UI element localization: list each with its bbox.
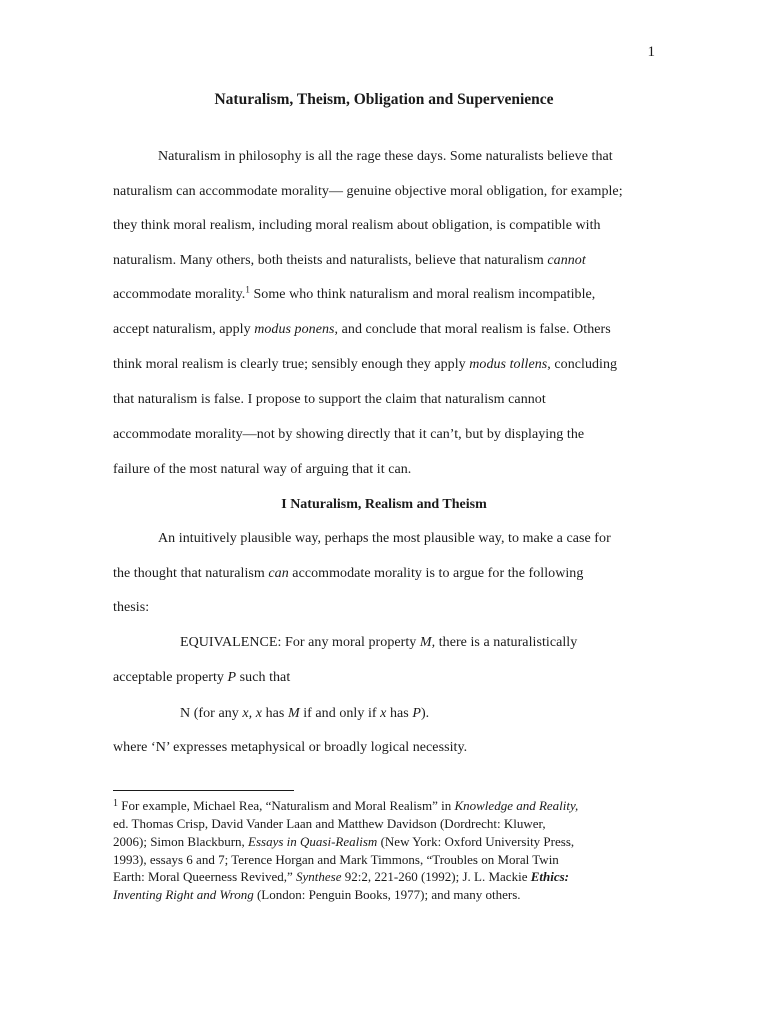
text-line: the thought that naturalism can accommodate morality is to argue for the following xyxy=(113,566,584,581)
footnote-line: Earth: Moral Queerness Revived,” Synthese 92:2, 221-260 (1992); J. L. Mackie Ethics: xyxy=(113,869,570,884)
footnote-line: 1993), essays 6 and 7; Terence Horgan and Mark Timmons, “Troubles on Moral Twin xyxy=(113,852,559,867)
text-line: where ‘N’ expresses metaphysical or broadly logical necessity. xyxy=(113,740,468,755)
section-heading: I Naturalism, Realism and Theism xyxy=(281,497,487,512)
text-line: accept naturalism, apply modus ponens, and conclude that moral realism is false. Others xyxy=(113,322,611,337)
text-line: thesis: xyxy=(113,600,150,615)
equivalence-thesis: EQUIVALENCE: For any moral property M, there is a naturalistically xyxy=(180,635,578,650)
text-line: naturalism can accommodate morality— genuine objective moral obligation, for example; xyxy=(113,184,623,199)
footnote-divider xyxy=(113,790,294,791)
text-line: they think moral realism, including moral realism about obligation, is compatible with xyxy=(113,218,601,233)
footnote-line: Inventing Right and Wrong (London: Penguin Books, 1977); and many others. xyxy=(113,887,521,902)
text-line: Naturalism in philosophy is all the rage these days. Some naturalists believe that xyxy=(158,149,613,164)
text-line: that naturalism is false. I propose to support the claim that naturalism cannot xyxy=(113,392,546,407)
text-line: naturalism. Many others, both theists and naturalists, believe that naturalism cannot xyxy=(113,253,586,268)
text-line: acceptable property P such that xyxy=(113,670,291,685)
text-line: accommodate morality—not by showing directly that it can’t, but by displaying the xyxy=(113,427,585,442)
footnote-line: 2006); Simon Blackburn, Essays in Quasi-Realism (New York: Oxford University Press, xyxy=(113,834,575,849)
footnote-line: $^1$ For example, Michael Rea, “Naturalism and Moral Realism” in Knowledge and Reality, xyxy=(113,798,579,813)
text-line: failure of the most natural way of arguing that it can. xyxy=(113,462,412,477)
text-line: think moral realism is clearly true; sensibly enough they apply modus tollens, concluding xyxy=(113,357,618,372)
footnote-mark: 1 xyxy=(113,798,118,809)
page-number: 1 xyxy=(647,44,655,60)
footnote-line: ed. Thomas Crisp, David Vander Laan and Matthew Davidson (Dordrecht: Kluwer, xyxy=(113,816,546,831)
text-line: accommodate morality.$^1$ Some who think naturalism and moral realism incompatible, xyxy=(113,284,596,302)
formula-line: N (for any x, x has M if and only if x has P). xyxy=(180,706,430,721)
text-line: An intuitively plausible way, perhaps the most plausible way, to make a case for xyxy=(158,531,611,546)
footnote-ref[interactable]: 1 xyxy=(245,284,250,295)
paper-title: Naturalism, Theism, Obligation and Supervenience xyxy=(214,91,554,108)
